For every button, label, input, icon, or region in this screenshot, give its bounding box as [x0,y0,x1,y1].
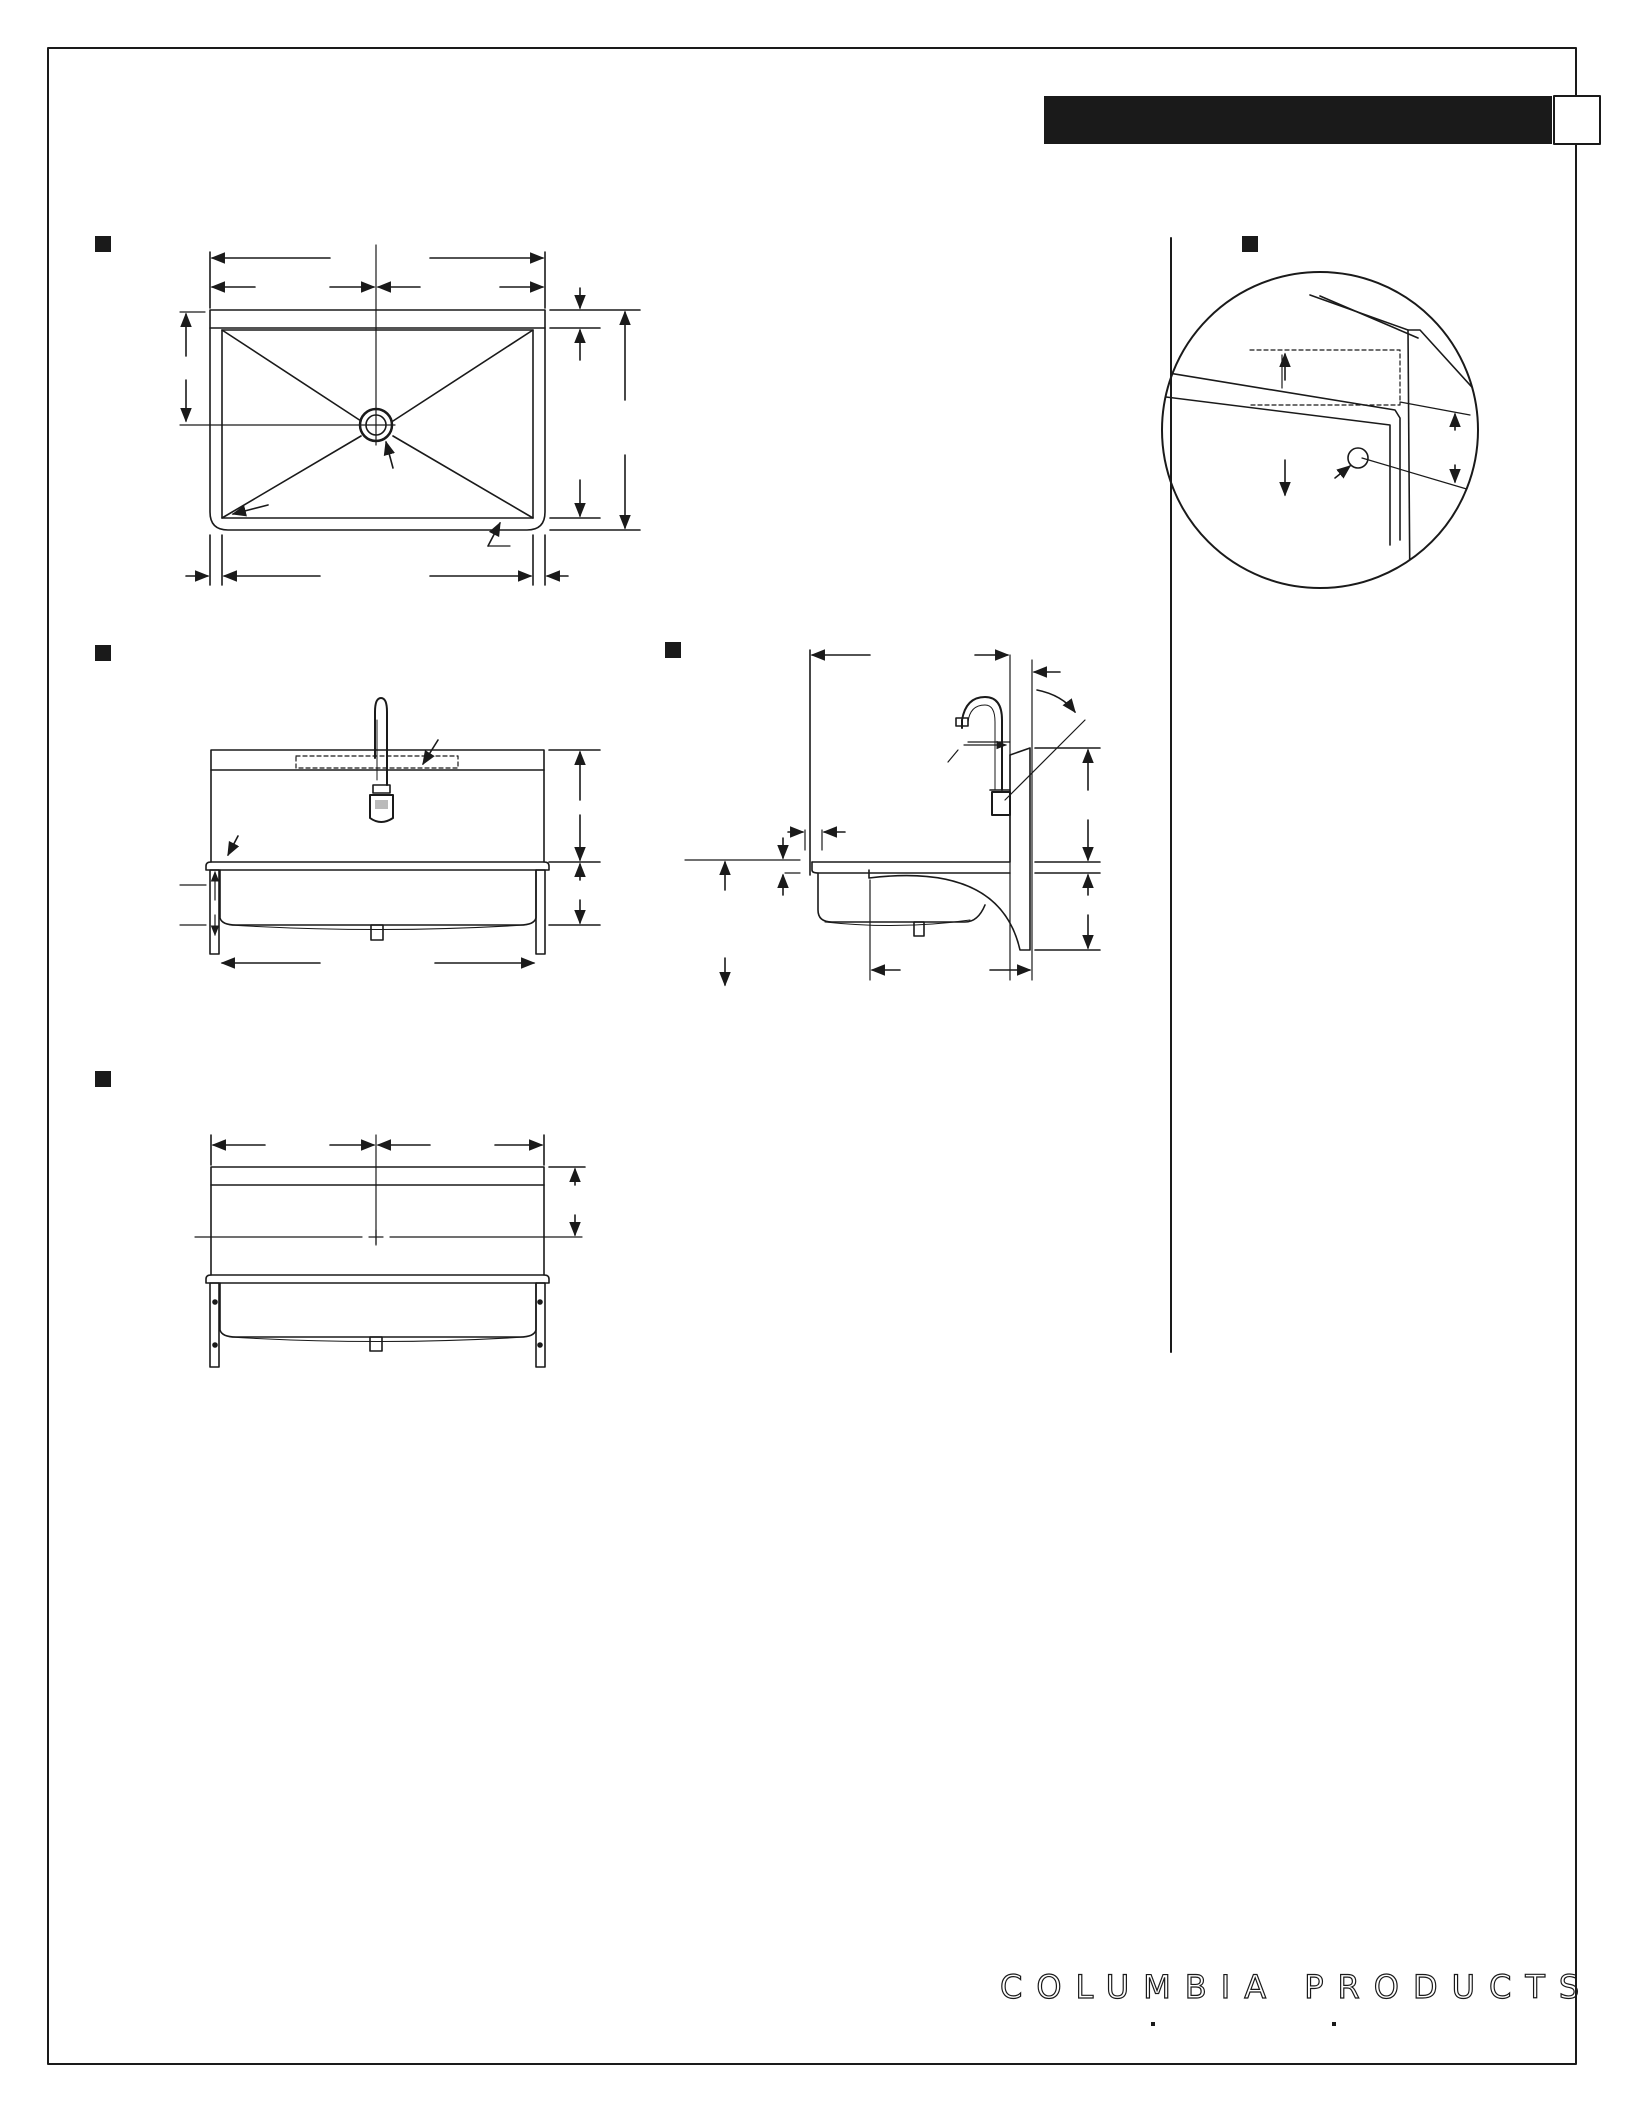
view-marker-rear [95,1071,111,1087]
detail-view [1150,272,1530,600]
view-marker-detail [1242,236,1258,252]
page-border [48,48,1594,2064]
view-marker-side [665,642,681,658]
rear-mounting-view [195,1135,585,1367]
brand-dot-1 [1151,2022,1155,2026]
company-logo: COLUMBIA PRODUCTS [1000,1968,1594,2006]
view-marker-top-plan [95,236,111,252]
view-marker-front [95,645,111,661]
side-section-view [685,650,1100,985]
front-elevation-view [180,698,600,963]
title-bar [1044,96,1600,144]
top-plan-view [180,245,640,585]
brand-dot-2 [1332,2022,1336,2026]
